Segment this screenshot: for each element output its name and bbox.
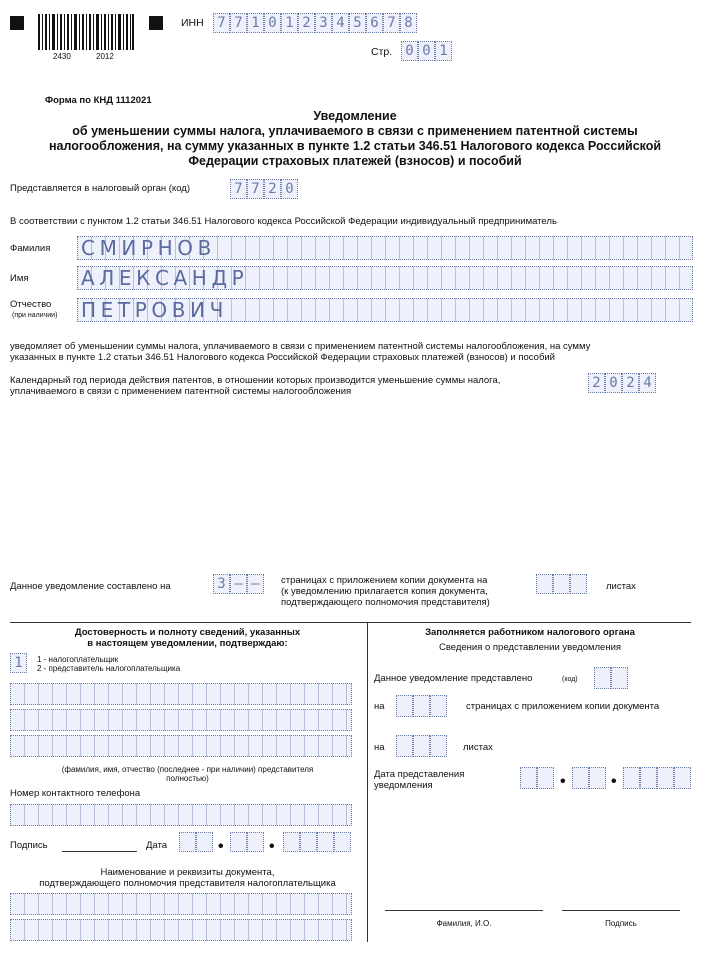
officer-name-label: Фамилия, И.О. — [436, 919, 492, 928]
inn-cell: 1 — [281, 13, 298, 33]
page-cell: 0 — [401, 41, 418, 61]
title-line: налогообложения, на сумму указанных в пункте 1.2 статьи 346.51 Налогового кодекса Российской — [48, 139, 662, 153]
patronymic-label: Отчество — [10, 299, 52, 310]
received-pages-cell — [430, 695, 447, 717]
fio-note-line: полностью) — [166, 774, 209, 783]
tax-office-cell: 7 — [230, 179, 247, 199]
pages-middle-text — [281, 575, 490, 608]
surname-value: СМИРНОВ — [81, 236, 216, 260]
section-divider — [10, 622, 691, 623]
received-pages-cell — [396, 695, 413, 717]
barcode-number-1: 2430 — [53, 52, 71, 61]
pages-middle-line: (к уведомлению прилагается копия документа, — [281, 586, 488, 597]
submission-date-cell — [640, 767, 657, 789]
year-text — [10, 375, 500, 397]
knd-code: Форма по КНД 1112021 — [45, 95, 152, 106]
received-pages-field[interactable] — [396, 695, 447, 717]
date-cell — [283, 832, 300, 852]
page-label: Стр. — [371, 46, 393, 58]
sheets-count-field[interactable] — [536, 574, 587, 594]
surname-label: Фамилия — [10, 243, 51, 254]
date-cell — [196, 832, 213, 852]
inn-cell: 7 — [230, 13, 247, 33]
tax-office-cell: 0 — [281, 179, 298, 199]
fio-note-line: (фамилия, имя, отчество (последнее - при наличии) представителя — [61, 765, 314, 774]
sheets-cell — [570, 574, 587, 594]
pages-label: Данное уведомление составлено на — [10, 581, 171, 592]
form-title — [10, 109, 700, 169]
pages-cell: – — [230, 574, 247, 594]
inn-label: ИНН — [181, 17, 204, 29]
date-month-field[interactable] — [230, 832, 264, 852]
pages-cell: 3 — [213, 574, 230, 594]
officer-signature-label: Подпись — [605, 919, 637, 928]
barcode — [38, 14, 134, 50]
inn-cell: 4 — [332, 13, 349, 33]
notify-line: уведомляет об уменьшении суммы налога, уплачиваемого в связи с применением патентной системы налогообложения, на сумму — [10, 341, 591, 352]
submission-code-cell — [594, 667, 611, 689]
date-separator-dot: • — [560, 773, 566, 790]
doc-heading — [10, 867, 365, 889]
pages-cell: – — [247, 574, 264, 594]
title-line: Федерации страховых платежей (взносов) и пособий — [188, 154, 522, 168]
date-year-field[interactable] — [283, 832, 351, 852]
left-heading-line: Достоверность и полноту сведений, указанных — [74, 627, 301, 638]
year-line: уплачиваемого в связи с применением патентной системы налогообложения — [10, 386, 352, 397]
submission-date-cell — [623, 767, 640, 789]
doc-heading-line: подтверждающего полномочия представителя налогоплательщика — [39, 878, 336, 889]
inn-cell: 0 — [264, 13, 281, 33]
representative-name-line-2[interactable] — [10, 709, 352, 731]
column-divider — [367, 622, 368, 942]
received-pages-text: страницах с приложением копии документа — [466, 701, 660, 712]
page-cell: 1 — [435, 41, 452, 61]
date-separator-dot: • — [218, 838, 224, 855]
date-cell — [317, 832, 334, 852]
signature-label: Подпись — [10, 840, 48, 851]
pages-middle-line: подтверждающего полномочия представителя) — [281, 597, 490, 608]
barcode-number-2: 2012 — [96, 52, 114, 61]
notify-text — [10, 341, 590, 363]
sheets-cell — [553, 574, 570, 594]
date-separator-dot: • — [269, 838, 275, 855]
year-line: Календарный год периода действия патентов, в отношении которых производится уменьшение суммы налога, — [10, 375, 501, 386]
page-cell: 0 — [418, 41, 435, 61]
representative-name-line-1[interactable] — [10, 683, 352, 705]
submission-code-field[interactable] — [594, 667, 628, 689]
authority-doc-line-2[interactable] — [10, 919, 352, 941]
submission-date-line: уведомления — [374, 780, 433, 791]
submission-month-field[interactable] — [572, 767, 606, 789]
phone-label: Номер контактного телефона — [10, 788, 141, 799]
name-label: Имя — [10, 273, 29, 284]
date-label: Дата — [146, 840, 168, 851]
date-cell — [334, 832, 351, 852]
on-label-2: на — [374, 742, 385, 753]
received-pages-cell — [413, 695, 430, 717]
date-cell — [247, 832, 264, 852]
name-value: АЛЕКСАНДР — [81, 266, 249, 290]
tax-office-cell: 7 — [247, 179, 264, 199]
submission-date-cell — [537, 767, 554, 789]
submission-date-cell — [589, 767, 606, 789]
pages-middle-line: страницах с приложением копии документа на — [281, 575, 488, 586]
submission-date-cell — [657, 767, 674, 789]
intro-text: В соответствии с пунктом 1.2 статьи 346.51 Налогового кодекса Российской Федерации индивидуальный предприниматель — [10, 216, 557, 227]
signer-type-field[interactable]: 1 — [10, 653, 27, 673]
patronymic-note: (при наличии) — [12, 312, 58, 319]
date-day-field[interactable] — [179, 832, 213, 852]
inn-cell: 7 — [383, 13, 400, 33]
inn-cell: 3 — [315, 13, 332, 33]
title-line: об уменьшении суммы налога, уплачиваемого в связи с применением патентной системы — [72, 124, 638, 138]
date-separator-dot: • — [611, 773, 617, 790]
received-sheets-field[interactable] — [396, 735, 447, 757]
year-cell: 0 — [605, 373, 622, 393]
officer-name-line[interactable] — [385, 910, 543, 911]
doc-heading-line: Наименование и реквизиты документа, — [100, 867, 275, 878]
notify-line: указанных в пункте 1.2 статьи 346.51 Налогового кодекса Российской Федерации страховых платежей (взносов) и пособий — [10, 352, 555, 363]
signature-line[interactable] — [62, 851, 137, 852]
submission-date-cell — [520, 767, 537, 789]
authority-doc-line-1[interactable] — [10, 893, 352, 915]
submission-date-line: Дата представления — [374, 769, 465, 780]
year-cell: 2 — [622, 373, 639, 393]
inn-cell: 8 — [400, 13, 417, 33]
submission-year-field[interactable] — [623, 767, 691, 789]
date-cell — [179, 832, 196, 852]
pages-count-field[interactable] — [213, 574, 264, 594]
year-cell: 2 — [588, 373, 605, 393]
inn-field[interactable] — [213, 13, 417, 33]
on-label: на — [374, 701, 385, 712]
inn-cell: 6 — [366, 13, 383, 33]
received-sheets-cell — [430, 735, 447, 757]
submitted-label: Данное уведомление представлено — [374, 673, 533, 684]
inn-cell: 2 — [298, 13, 315, 33]
year-cell: 4 — [639, 373, 656, 393]
received-sheets-cell — [396, 735, 413, 757]
title-line: Уведомление — [313, 109, 397, 123]
patronymic-field[interactable] — [77, 298, 693, 322]
signer-option: 1 - налогоплательщик — [37, 655, 119, 664]
fio-note — [10, 765, 365, 783]
sheets-cell — [536, 574, 553, 594]
date-cell — [230, 832, 247, 852]
inn-cell: 7 — [213, 13, 230, 33]
date-cell — [300, 832, 317, 852]
year-field[interactable] — [588, 373, 656, 393]
left-heading-line: в настоящем уведомлении, подтверждаю: — [87, 638, 288, 649]
right-heading: Заполняется работником налогового органа — [425, 627, 635, 638]
submission-date-cell — [572, 767, 589, 789]
page-number-field[interactable] — [401, 41, 452, 61]
corner-marker-left — [10, 16, 24, 30]
received-sheets-label: листах — [463, 742, 493, 753]
barcode-bars — [38, 14, 134, 50]
phone-field[interactable] — [10, 804, 352, 826]
inn-cell: 1 — [247, 13, 264, 33]
corner-marker-right — [149, 16, 163, 30]
submission-date-label — [374, 769, 464, 791]
officer-signature-line[interactable] — [562, 910, 680, 911]
signer-options — [37, 655, 180, 673]
received-sheets-cell — [413, 735, 430, 757]
tax-office-code-field[interactable] — [230, 179, 298, 199]
signer-option: 2 - представитель налогоплательщика — [37, 664, 181, 673]
submission-day-field[interactable] — [520, 767, 554, 789]
code-note: (код) — [562, 676, 578, 683]
patronymic-value: ПЕТРОВИЧ — [81, 298, 228, 322]
surname-field[interactable] — [77, 236, 693, 260]
tax-office-cell: 2 — [264, 179, 281, 199]
name-field[interactable] — [77, 266, 693, 290]
inn-cell: 5 — [349, 13, 366, 33]
right-subheading: Сведения о представлении уведомления — [438, 642, 622, 653]
representative-name-line-3[interactable] — [10, 735, 352, 757]
sheets-label: листах — [606, 581, 636, 592]
tax-office-label: Представляется в налоговый орган (код) — [10, 183, 190, 194]
submission-date-cell — [674, 767, 691, 789]
left-heading — [10, 627, 365, 649]
submission-code-cell — [611, 667, 628, 689]
